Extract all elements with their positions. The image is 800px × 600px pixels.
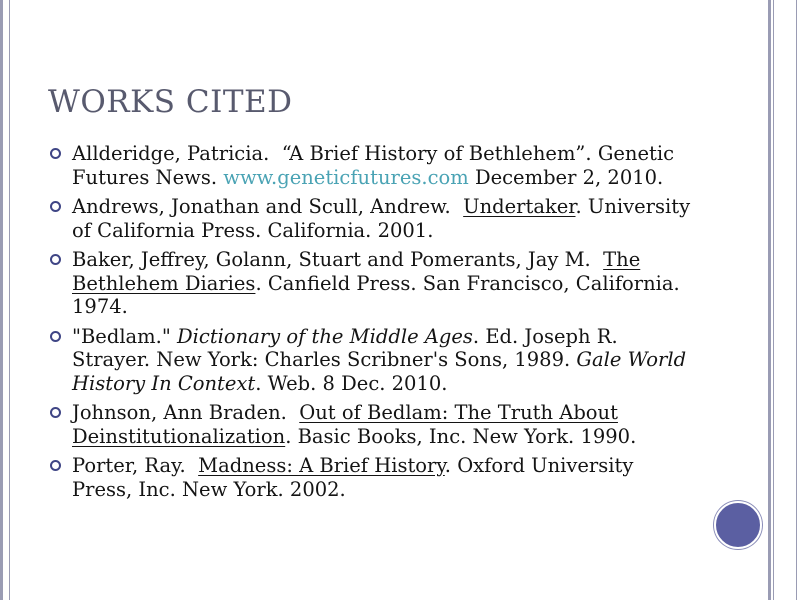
reference-item (48, 195, 698, 242)
reference-publication: Genetic Futures News. (72, 142, 675, 189)
right-frame-border (768, 0, 800, 600)
reference-item (48, 401, 698, 448)
reference-details: . University of California Press. California. 2001. (72, 195, 691, 242)
reference-details: . Basic Books, Inc. New York. 1990. (285, 424, 637, 448)
reference-access-info: . Web. 8 Dec. 2010. (255, 371, 448, 395)
bullet-icon (50, 407, 61, 418)
left-frame-border (0, 0, 10, 600)
reference-author: Porter, Ray. (72, 454, 186, 477)
reference-item (48, 454, 698, 501)
reference-database-title: Gale World History In Context (72, 348, 687, 395)
reference-url-link[interactable]: www.geneticfutures.com (223, 165, 469, 189)
reference-book-title: Out of Bedlam: The Truth About Deinstitutionalization (72, 401, 618, 448)
reference-date: December 2, 2010. (474, 165, 664, 189)
bullet-icon (50, 254, 61, 265)
bullet-icon (50, 460, 61, 471)
bullet-icon (50, 331, 61, 342)
bullet-icon (50, 148, 61, 159)
reference-author: Baker, Jeffrey, Golann, Stuart and Pomerants, Jay M. (72, 248, 591, 271)
slide-title: WORKS CITED (48, 84, 293, 120)
reference-book-title: The Bethlehem Diaries (72, 248, 641, 295)
right-frame-inner-border (773, 0, 797, 600)
decorative-circle (714, 501, 762, 549)
references-list (48, 142, 698, 507)
reference-details: . Ed. Joseph R. Strayer. New York: Charles Scribner's Sons, 1989. (72, 324, 618, 371)
reference-dictionary-title: Dictionary of the Middle Ages (177, 324, 473, 348)
reference-item (48, 142, 698, 189)
bullet-icon (50, 201, 61, 212)
reference-author: Allderidge, Patricia. (72, 142, 270, 165)
reference-entry-title: "Bedlam." (72, 324, 171, 348)
reference-article-title: “A Brief History of Bethlehem”. (281, 142, 592, 165)
reference-details: . Oxford University Press, Inc. New York. 2002. (72, 454, 634, 501)
reference-item (48, 248, 698, 319)
reference-author: Andrews, Jonathan and Scull, Andrew. (72, 195, 451, 218)
reference-item (48, 325, 698, 396)
reference-book-title: Madness: A Brief History (198, 454, 445, 477)
reference-book-title: Undertaker (463, 195, 576, 218)
reference-author: Johnson, Ann Braden. (72, 401, 287, 424)
reference-details: . Canfield Press. San Francisco, California. 1974. (72, 271, 680, 318)
